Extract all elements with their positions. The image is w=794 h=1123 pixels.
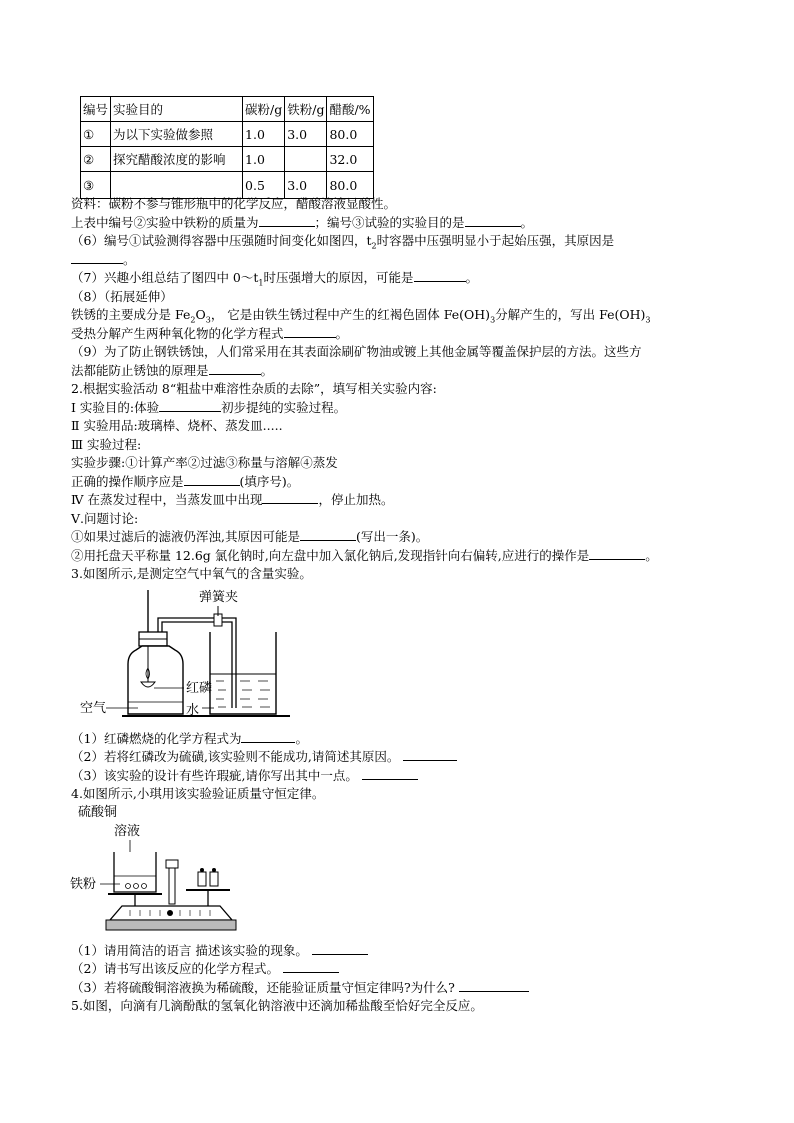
- text-line: ①如果过滤后的滤液仍浑浊,其原因可能是 (写出一条)。: [71, 529, 429, 544]
- text-line: （3）该实验的设计有些许瑕疵,请你写出其中一点。: [71, 768, 418, 784]
- answer-blank[interactable]: [283, 961, 339, 973]
- answer-blank[interactable]: [300, 529, 356, 541]
- table-cell: [111, 172, 243, 199]
- text-line: （6）编号①试验测得容器中压强随时间变化如图四，$t_2$时容器中压强明显小于起始压强，其原因是: [71, 233, 615, 251]
- table-row: [81, 122, 374, 147]
- answer-blank[interactable]: [209, 363, 261, 375]
- text-line: ②用托盘天平称量 12.6g 氯化钠时,向左盘中加入氯化钠后,发现指针向右偏转,应进行的操作是 。: [71, 548, 658, 563]
- label-red-phosphorus: 红磷: [186, 681, 213, 696]
- table-header-row: [81, 97, 374, 122]
- answer-blank[interactable]: [414, 270, 466, 282]
- table-cell: 为以下实验做参照: [111, 122, 243, 147]
- answer-blank[interactable]: [403, 749, 457, 761]
- table-header-cell: 铁粉/g: [285, 97, 327, 122]
- text-line: （1）请用简洁的语言 描述该实验的现象。: [71, 943, 368, 959]
- text-line: （9）为了防止钢铁锈蚀，人们常采用在其表面涂刷矿物油或镀上其他金属等覆盖保护层的方法。这些方: [71, 344, 642, 359]
- table-cell: 3.0: [285, 122, 327, 147]
- table-cell: [285, 147, 327, 172]
- table-cell: 1.0: [243, 122, 285, 147]
- text-line: Ⅰ 实验目的:体验 初步提纯的实验过程。: [71, 400, 347, 415]
- text-line: Ⅱ 实验用品:玻璃棒、烧杯、蒸发皿.....: [71, 418, 283, 433]
- table-cell: ②: [81, 147, 111, 172]
- label-clip: 弹簧夹: [199, 590, 239, 605]
- text-line: Ⅲ 实验过程:: [71, 437, 142, 452]
- text-line: （8）（拓展延伸）: [71, 289, 173, 304]
- table-row: [81, 147, 374, 172]
- text-line: 法都能防止锈蚀的原理是 。: [71, 363, 274, 378]
- table-header-cell: 实验目的: [111, 97, 243, 122]
- text-line: （2）请书写出该反应的化学方程式。: [71, 961, 339, 977]
- label-water: 水: [186, 703, 200, 718]
- text-line: 铁锈的主要成分是 $Fe_2O_3$， 它是由铁生锈过程中产生的红褐色固体 $Fe(OH)_3$分解产生的，写出 $Fe(OH)_3$: [71, 307, 651, 325]
- table-header-cell: 碳粉/g: [243, 97, 285, 122]
- answer-blank[interactable]: [312, 943, 368, 955]
- text-line: 正确的操作顺序应是 (填序号)。: [71, 474, 300, 489]
- table-cell: 80.0: [327, 172, 373, 199]
- answer-blank[interactable]: [589, 548, 645, 560]
- text-line: （2）若将红磷改为硫磺,该实验则不能成功,请简述其原因。: [71, 749, 457, 765]
- text-line: （1）红磷燃烧的化学方程式为 。: [71, 731, 308, 746]
- table-cell: ③: [81, 172, 111, 199]
- oxygen-apparatus-figure: [78, 584, 308, 724]
- answer-blank[interactable]: [459, 980, 529, 992]
- answer-blank[interactable]: [71, 252, 123, 264]
- table-cell: 探究醋酸浓度的影响: [111, 147, 243, 172]
- text-line: 3.如图所示,是测定空气中氧气的含量实验。: [71, 566, 312, 581]
- answer-blank[interactable]: [259, 215, 315, 227]
- table-header-cell: 醋酸/%: [327, 97, 373, 122]
- answer-blank[interactable]: [184, 474, 240, 486]
- answer-blank[interactable]: [262, 492, 318, 504]
- text-line: （7）兴趣小组总结了图四中 $0\sim t_1$时压强增大的原因，可能是 。: [71, 270, 479, 288]
- experiment-table: [80, 96, 374, 199]
- label-air: 空气: [80, 701, 107, 716]
- answer-blank[interactable]: [284, 326, 336, 338]
- text-line: 2.根据实验活动 8“粗盐中难溶性杂质的去除”，填写相关实验内容:: [71, 381, 437, 396]
- text-line: 。: [71, 252, 136, 268]
- label-copper-sulfate: 硫酸铜: [78, 805, 118, 820]
- table-header-cell: 编号: [81, 97, 111, 122]
- label-iron-powder: 铁粉: [70, 877, 97, 892]
- text-line: Ⅴ.问题讨论:: [71, 511, 139, 526]
- label-solution: 溶液: [114, 824, 141, 839]
- text-line: 实验步骤:①计算产率②过滤③称量与溶解④蒸发: [71, 455, 338, 470]
- answer-blank[interactable]: [241, 731, 295, 743]
- table-cell: 80.0: [327, 122, 373, 147]
- answer-blank[interactable]: [362, 768, 418, 780]
- table-cell: 0.5: [243, 172, 285, 199]
- text-line: 5.如图，向滴有几滴酚酞的氢氧化钠溶液中还滴加稀盐酸至恰好完全反应。: [71, 998, 483, 1013]
- table-row: [81, 172, 374, 199]
- text-line: （3）若将硫酸铜溶液换为稀硫酸，还能验证质量守恒定律吗?为什么?: [71, 980, 529, 996]
- table-cell: 32.0: [327, 147, 373, 172]
- text-line: 受热分解产生两种氧化物的化学方程式 。: [71, 326, 349, 341]
- table-cell: ①: [81, 122, 111, 147]
- text-line: 资料：碳粉不参与锥形瓶中的化学反应，醋酸溶液显酸性。: [71, 196, 397, 211]
- balance-figure: [70, 802, 240, 942]
- table-cell: 3.0: [285, 172, 327, 199]
- text-line: 上表中编号②实验中铁粉的质量为 ；编号③试验的实验目的是 。: [71, 215, 534, 230]
- answer-blank[interactable]: [159, 400, 221, 412]
- answer-blank[interactable]: [465, 215, 521, 227]
- table-cell: 1.0: [243, 147, 285, 172]
- text-line: Ⅳ 在蒸发过程中，当蒸发皿中出现 ，停止加热。: [71, 492, 394, 507]
- text-line: 4.如图所示,小琪用该实验验证质量守恒定律。: [71, 786, 325, 801]
